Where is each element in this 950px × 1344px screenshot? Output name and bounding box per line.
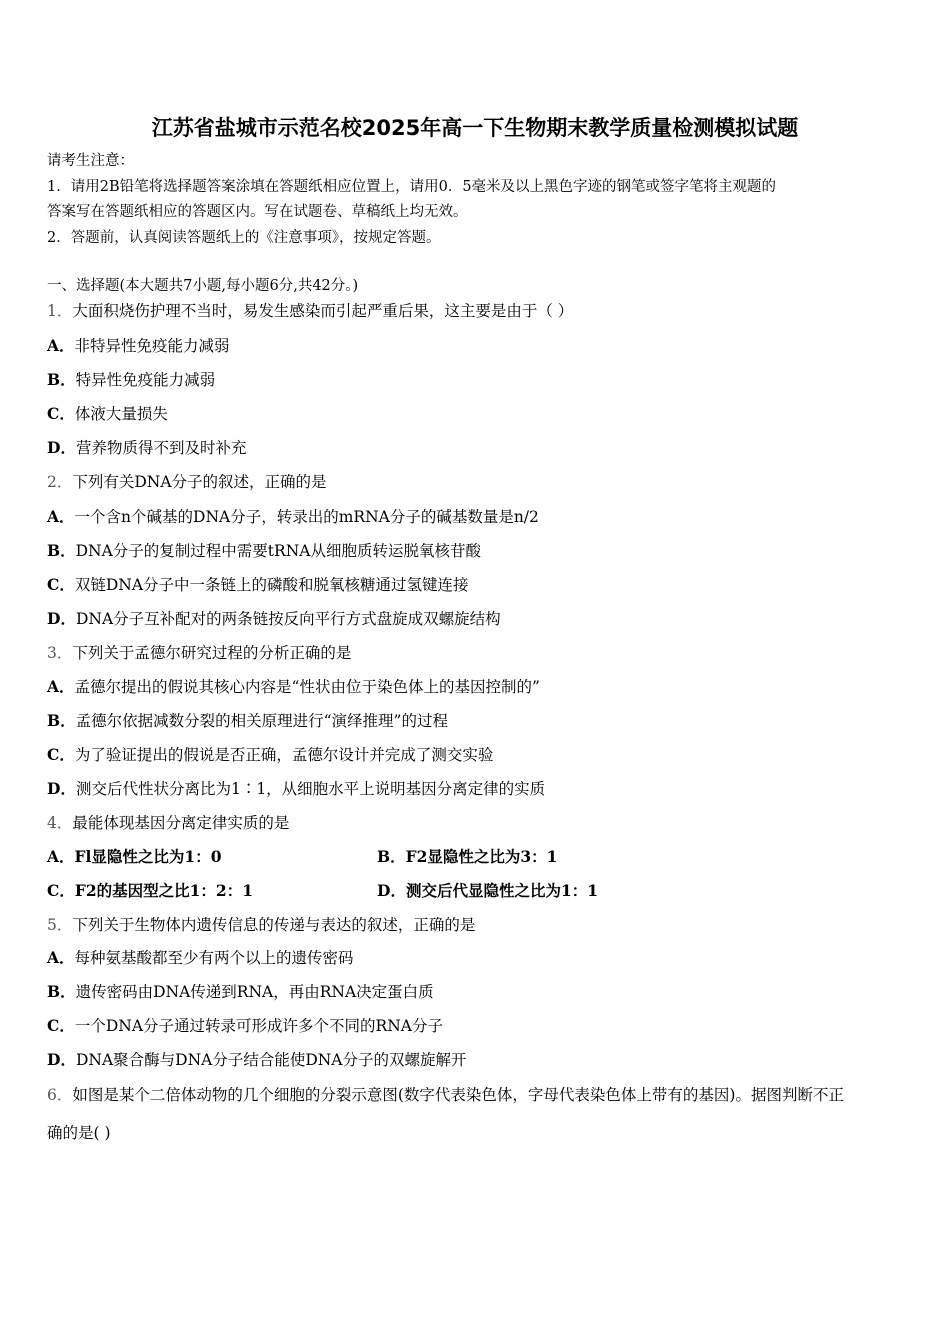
option-text: 为了验证提出的假说是否正确，孟德尔设计并完成了测交实验	[74, 746, 494, 764]
option-text: 测交后代性状分离比为1∶1，从细胞水平上说明基因分离定律的实质	[75, 780, 546, 798]
question-3-option-d[interactable]	[47, 779, 545, 799]
option-letter: D．	[47, 609, 76, 628]
question-stem-line-1: 如图是某个二倍体动物的几个细胞的分裂示意图(数字代表染色体，字母代表染色体上带有的基因)。据图判断不正	[72, 1086, 844, 1104]
question-5-option-b[interactable]	[47, 982, 434, 1002]
question-number: 3．	[47, 644, 73, 662]
question-3-option-c[interactable]	[47, 745, 493, 765]
question-6	[47, 1085, 844, 1105]
option-letter: B．	[377, 847, 406, 866]
option-letter: C．	[47, 1016, 75, 1035]
question-5-option-a[interactable]	[47, 948, 354, 968]
question-stem: 大面积烧伤护理不当时，易发生感染而引起严重后果，这主要是由于（ ）	[72, 302, 574, 320]
option-letter: A．	[47, 677, 75, 696]
question-stem: 下列关于孟德尔研究过程的分析正确的是	[72, 644, 352, 662]
question-2-option-b[interactable]	[47, 541, 481, 561]
option-text: Fl显隐性之比为1：0	[74, 847, 222, 866]
option-letter: B．	[47, 370, 76, 389]
option-text: 遗传密码由DNA传递到RNA，再由RNA决定蛋白质	[75, 983, 434, 1001]
document-title: 江苏省盐城市示范名校2025年高一下生物期末教学质量检测模拟试题	[151, 116, 799, 140]
question-3	[47, 643, 351, 663]
option-text: 一个含n个碱基的DNA分子，转录出的mRNA分子的碱基数量是n/2	[74, 508, 539, 526]
option-text: 体液大量损失	[74, 405, 168, 423]
option-letter: B．	[47, 711, 76, 730]
option-letter: D．	[47, 779, 76, 798]
option-letter: A．	[47, 507, 75, 526]
option-text: 测交后代显隐性之比为1：1	[405, 881, 599, 900]
question-number: 6．	[47, 1086, 73, 1104]
question-6-line-2: 确的是( )	[47, 1124, 111, 1142]
option-letter: C．	[47, 745, 75, 764]
question-number: 5．	[47, 916, 73, 934]
option-text: 特异性免疫能力减弱	[75, 371, 216, 389]
question-4-option-c[interactable]	[47, 881, 253, 901]
option-text: DNA分子的复制过程中需要tRNA从细胞质转运脱氧核苷酸	[75, 542, 481, 560]
option-letter: D．	[47, 438, 76, 457]
question-1	[47, 301, 573, 321]
option-letter: C．	[47, 881, 75, 900]
notice-item-2: 2．答题前，认真阅读答题纸上的《注意事项》，按规定答题。	[47, 230, 441, 246]
question-1-option-c[interactable]	[47, 404, 168, 424]
question-number: 4．	[47, 814, 73, 832]
question-4-option-b[interactable]	[377, 847, 557, 867]
question-number: 2．	[47, 473, 73, 491]
option-letter: A．	[47, 847, 75, 866]
question-2-option-c[interactable]	[47, 575, 469, 595]
question-5	[47, 915, 475, 935]
question-1-option-d[interactable]	[47, 438, 246, 458]
notice-item-1-line-1: 1．请用2B铅笔将选择题答案涂填在答题纸相应位置上，请用0．5毫米及以上黑色字迹的钢笔或签字笔将主观题的	[47, 179, 777, 195]
option-text: 一个DNA分子通过转录可形成许多个不同的RNA分子	[74, 1017, 443, 1035]
question-4-option-d[interactable]	[377, 881, 598, 901]
question-stem: 最能体现基因分离定律实质的是	[72, 814, 290, 832]
option-text: DNA分子互补配对的两条链按反向平行方式盘旋成双螺旋结构	[75, 610, 501, 628]
option-text: 孟德尔依据减数分裂的相关原理进行“演绎推理”的过程	[75, 712, 448, 730]
option-text: F2显隐性之比为3：1	[405, 847, 558, 866]
question-2	[47, 472, 327, 492]
notice-item-1-line-2: 答案写在答题纸相应的答题区内。写在试题卷、草稿纸上均无效。	[47, 204, 468, 220]
question-4-option-a[interactable]	[47, 847, 222, 867]
section-heading: 一、选择题(本大题共7小题,每小题6分,共42分。)	[47, 278, 359, 294]
question-2-option-d[interactable]	[47, 609, 501, 629]
option-text: 孟德尔提出的假说其核心内容是“性状由位于染色体上的基因控制的”	[74, 678, 540, 696]
option-text: 营养物质得不到及时补充	[75, 439, 247, 457]
option-letter: C．	[47, 575, 75, 594]
option-letter: D．	[377, 881, 406, 900]
option-letter: B．	[47, 982, 76, 1001]
question-4	[47, 813, 289, 833]
option-letter: B．	[47, 541, 76, 560]
option-letter: D．	[47, 1050, 76, 1069]
option-letter: A．	[47, 948, 75, 967]
option-text: F2的基因型之比1：2：1	[74, 881, 253, 900]
question-5-option-c[interactable]	[47, 1016, 443, 1036]
question-1-option-b[interactable]	[47, 370, 215, 390]
option-text: 每种氨基酸都至少有两个以上的遗传密码	[74, 949, 354, 967]
notice-heading: 请考生注意：	[47, 153, 134, 169]
question-1-option-a[interactable]	[47, 336, 230, 356]
question-5-option-d[interactable]	[47, 1050, 467, 1070]
option-text: DNA聚合酶与DNA分子结合能使DNA分子的双螺旋解开	[75, 1051, 467, 1069]
question-stem: 下列关于生物体内遗传信息的传递与表达的叙述，正确的是	[72, 916, 476, 934]
option-letter: C．	[47, 404, 75, 423]
option-letter: A．	[47, 336, 75, 355]
question-3-option-a[interactable]	[47, 677, 540, 697]
question-stem: 下列有关DNA分子的叙述，正确的是	[72, 473, 327, 491]
question-3-option-b[interactable]	[47, 711, 448, 731]
question-number: 1．	[47, 302, 73, 320]
option-text: 非特异性免疫能力减弱	[74, 337, 230, 355]
question-2-option-a[interactable]	[47, 507, 539, 527]
option-text: 双链DNA分子中一条链上的磷酸和脱氧核糖通过氢键连接	[74, 576, 469, 594]
